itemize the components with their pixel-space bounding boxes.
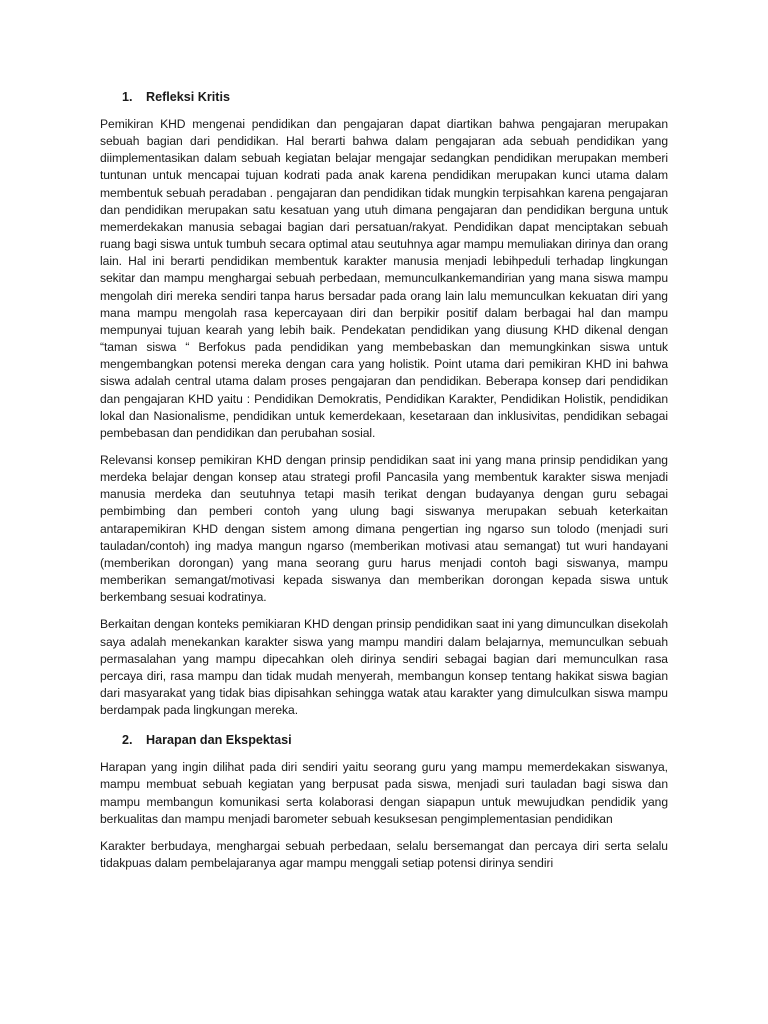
paragraph-pemikiran-khd: Pemikiran KHD mengenai pendidikan dan pengajaran dapat diartikan bahwa pengajaran merupakan sebuah bagian dari pendidikan. Hal berarti bahwa dalam pengajaran ada sebuah pendidikan yang diimplementasikan dalam sebuah kegiatan belajar mengajar sedangkan pendidikan merupakan memberi tuntunan untuk mencapai tujuan kodrati pada anak karena pendidikan merupakan kunci utama dalam membentuk sebuah peradaban . pengajaran dan pendidikan tidak mungkin terpisahkan karena pengajaran dan pendidikan merupakan satu kesatuan yang utuh dimana pengajaran dan pendidikan berguna untuk memerdekakan manusia sebagai bagian dari persatuan/rakyat. Pendidikan dapat menciptakan sebuah ruang bagi siswa untuk tumbuh secara optimal atau seutuhnya agar mampu memuliakan dirinya dan orang lain. Hal ini berarti pendidikan membentuk karakter manusia menjadi lebihpeduli terhadap lingkungan sekitar dan mampu menghargai sebuah perbedaan, memunculkankemandirian yang mana siswa mampu mengolah diri mereka sendiri tanpa harus bersadar pada orang lain lalu memunculkan kekuatan diri yang mana mampu mengolah rasa kepercayaan diri dan berpikir positif dalam berbagai hal dan mampu mempunyai tujuan kearah yang lebih baik. Pendekatan pendidikan yang diusung KHD dikenal dengan “taman siswa “ Berfokus pada pendidikan yang membebaskan dan memungkinkan siswa untuk mengembangkan potensi mereka dengan cara yang holistik. Point utama dari pemikiran KHD ini bahwa siswa adalah central utama dalam proses pengajaran dan pendidikan. Beberapa konsep dari pendidikan dan pengajaran KHD yaitu : Pendidikan Demokratis, Pendidikan Karakter, Pendidikan Holistik, pendidikan lokal dan Nasionalisme, pendidikan untuk kemerdekaan, kesetaraan dan inklusivitas, pendidikan sebagai pembebasan dan pendidikan dan perubahan sosial. [100,117,668,440]
section-number: 2. [122,733,133,748]
section-heading-harapan-ekspektasi [122,731,668,749]
document-body [100,88,668,872]
section-title: Harapan dan Ekspektasi [146,733,292,748]
paragraph-relevansi-konsep: Relevansi konsep pemikiran KHD dengan prinsip pendidikan saat ini yang mana prinsip pendidikan yang merdeka belajar dengan konsep atau strategi profil Pancasila yang membentuk karakter siswa menjadi manusia merdeka dan seutuhnya tetapi masih terikat dengan budayanya dengan guru sebagai pembimbing dan pemberi contoh yang ulung bagi siswanya merupakan sebuah keterkaitan antarapemikiran KHD dengan sistem among dimana pengertian ing ngarso sun tolodo (menjadi suri tauladan/contoh) ing madya mangun ngarso (memberikan motivasi atau semangat) tut wuri handayani (memberikan dorongan) yang mana seorang guru harus menjadi contoh bagi siswanya, mampu memberikan semangat/motivasi kepada siswanya dan memberikan dorongan kepada siswa untuk berkembang sesuai kodratinya. [100,452,668,605]
section-number: 1. [122,90,133,104]
paragraph-harapan-diri: Harapan yang ingin dilihat pada diri sendiri yaitu seorang guru yang mampu memerdekakan siswanya, mampu membuat sebuah kegiatan yang berpusat pada siswa, menjadi suri tauladan bagi siswa dan mampu membangun komunikasi serta kolaborasi dengan siapapun untuk mewujudkan pendidik yang berkualitas dan mampu menjadi barometer sebuah kesuksesan pengimplementasian pendidikan [100,760,668,826]
section-title: Refleksi Kritis [146,90,230,104]
paragraph-karakter-berbudaya: Karakter berbudaya, menghargai sebuah perbedaan, selalu bersemangat dan percaya diri serta selalu tidakpuas dalam pembelajaranya agar mampu menggali setiap potensi dirinya sendiri [100,838,668,871]
paragraph-konteks-sekolah: Berkaitan dengan konteks pemikiaran KHD dengan prinsip pendidikan saat ini yang dimunculkan disekolah saya adalah menekankan karakter siswa yang mampu mandiri dalam belajarnya, memunculkan sebuah permasalahan yang mampu dipecahkan oleh dirinya sendiri sebagai bagian dari memunculkan rasa percaya diri, rasa mampu dan tidak mudah menyerah, membangun konsep tentang hakikat siswa bagian dari masyarakat yang tidak bias dipisahkan sehingga watak atau karakter yang dimulculkan siswa mampu berdampak pada lingkungan mereka. [100,617,668,718]
section-heading-refleksi-kritis [122,88,668,106]
